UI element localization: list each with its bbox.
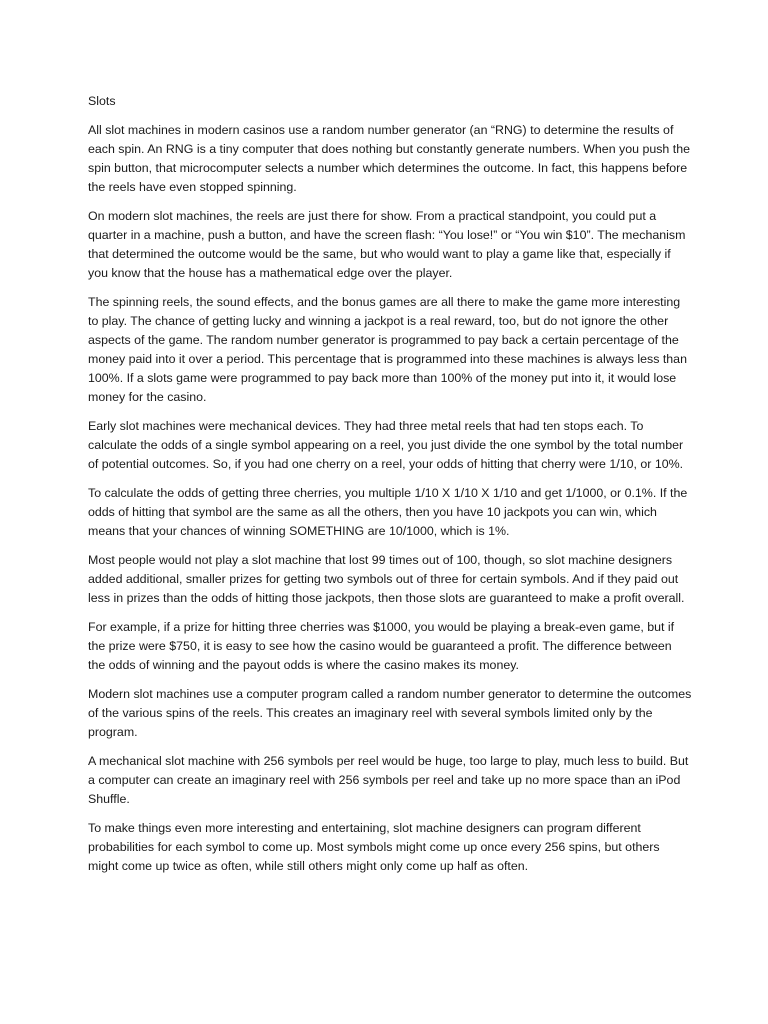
paragraph-10: To make things even more interesting and entertaining, slot machine designers can program different probabilities for each symbol to come up. Most symbols might come up once every 256 spins, but others might come up twice as often, while still others might only come up half as often. (88, 821, 660, 873)
paragraph-7: For example, if a prize for hitting three cherries was $1000, you would be playing a break-even game, but if the prize were $750, it is easy to see how the casino would be guaranteed a profit. The difference between the odds of winning and the payout odds is where the casino makes its money. (88, 620, 675, 672)
paragraph-4: Early slot machines were mechanical devices. They had three metal reels that had ten stops each. To calculate the odds of a single symbol appearing on a reel, you just divide the one symbol by the total number of potential outcomes. So, if you had one cherry on a reel, your odds of hitting that cherry were 1/10, or 10%. (88, 419, 684, 471)
paragraph-6: Most people would not play a slot machine that lost 99 times out of 100, though, so slot machine designers added additional, smaller prizes for getting two symbols out of three for certain symbols. And if they paid out less in prizes than the odds of hitting those jackpots, then those slots are guaranteed to make a profit overall. (88, 553, 685, 605)
paragraph-5: To calculate the odds of getting three cherries, you multiple 1/10 X 1/10 X 1/10 and get 1/1000, or 0.1%. If the odds of hitting that symbol are the same as all the others, then you have 10 jackpots you can win, which means that your chances of winning SOMETHING are 10/1000, which is 1%. (88, 486, 688, 538)
paragraph-2: On modern slot machines, the reels are just there for show. From a practical standpoint, you could put a quarter in a machine, push a button, and have the screen flash: “You lose!” or “You win $10”. The mechanism that determined the outcome would be the same, but who would want to play a game like that, especially if you know that the house has a mathematical edge over the player. (88, 209, 686, 280)
paragraph-9: A mechanical slot machine with 256 symbols per reel would be huge, too large to play, much less to build. But a computer can create an imaginary reel with 256 symbols per reel and take up no more space than an iPod Shuffle. (88, 754, 689, 806)
document-title: Slots (88, 94, 116, 108)
paragraph-1: All slot machines in modern casinos use a random number generator (an “RNG) to determine the results of each spin. An RNG is a tiny computer that does nothing but constantly generate numbers. When you push the spin button, that microcomputer selects a number which determines the outcome. In fact, this happens before the reels have even stopped spinning. (88, 123, 690, 194)
paragraph-8: Modern slot machines use a computer program called a random number generator to determine the outcomes of the various spins of the reels. This creates an imaginary reel with several symbols limited only by the program. (88, 687, 692, 739)
paragraph-3: The spinning reels, the sound effects, and the bonus games are all there to make the game more interesting to play. The chance of getting lucky and winning a jackpot is a real reward, too, but do not ignore the other aspects of the game. The random number generator is programmed to pay back a certain percentage of the money paid into it over a period. This percentage that is programmed into these machines is always less than 100%. If a slots game were programmed to pay back more than 100% of the money put into it, it would lose money for the casino. (88, 295, 687, 404)
document-body (88, 92, 692, 886)
